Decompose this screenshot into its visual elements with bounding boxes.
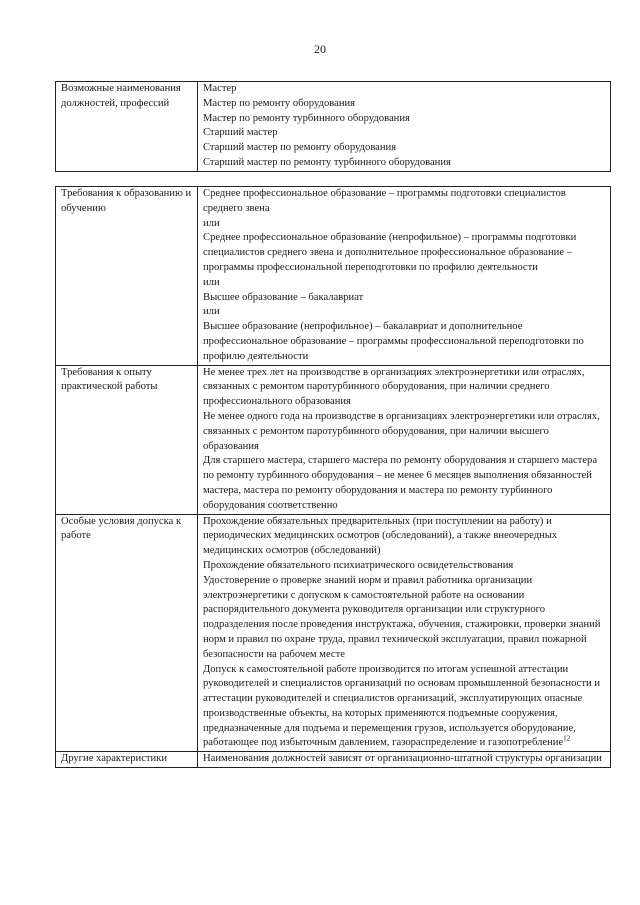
admission-line: Удостоверение о проверке знаний норм и правил работника организации электроэнергетики с допуском к самостоятельной работе на основании распорядительного документа руководителя организации или структурного подразделения после проведения инструктажа, обучения, стажировки, проверки знаний норм и правил по охране труда, правил технической эксплуатации, правил пожарной безопасности на рабочем месте: [203, 574, 601, 660]
positions-label: Возможные наименования должностей, профессий: [56, 82, 198, 172]
admission-content: [198, 514, 611, 752]
other-line: Наименования должностей зависят от организационно-штатной структуры организации: [203, 753, 602, 765]
table-row: [56, 514, 611, 752]
experience-line: Не менее трех лет на производстве в организациях электроэнергетики или отраслях, связанных с ремонтом паротурбинного оборудования, при наличии среднего профессионального образования: [203, 366, 585, 408]
education-line: или: [203, 306, 220, 318]
requirements-table: [55, 186, 611, 768]
positions-table: [55, 81, 611, 172]
experience-content: [198, 365, 611, 514]
admission-line: Прохождение обязательных предварительных (при поступлении на работу) и периодических медицинских осмотров (обследований), а также внеочередных медицинских осмотров (обследований): [203, 515, 558, 557]
education-label: Требования к образованию и обучению: [56, 187, 198, 366]
table-row: [56, 187, 611, 366]
table-row: [56, 82, 611, 172]
table-row: [56, 365, 611, 514]
education-line: Высшее образование – бакалавриат: [203, 291, 364, 303]
admission-line: Прохождение обязательного психиатрического освидетельствования: [203, 559, 514, 571]
position-item: Мастер: [203, 83, 237, 94]
admission-text: Допуск к самостоятельной работе производится по итогам успешной аттестации руководителей и специалистов организаций по основам промышленной безопасности и аттестации руководителей и специалистов организаций, эксплуатирующих опасные производственные объекты, на которых применяются подъемные сооружения, предназначенные для подъема и перемещения грузов, используется оборудование, работающее под избыточным давлением, газораспределение и газопотребление: [203, 663, 600, 749]
position-item: Старший мастер по ремонту турбинного оборудования: [203, 156, 451, 168]
position-item: Мастер по ремонту оборудования: [203, 97, 356, 109]
education-line: Среднее профессиональное образование – программы подготовки специалистов среднего звена: [203, 188, 566, 214]
positions-list: [198, 82, 611, 172]
experience-line: Не менее одного года на производстве в организациях электроэнергетики или отраслях, связанных с ремонтом паротурбинного оборудования, при наличии высшего образования: [203, 410, 600, 452]
position-item: Мастер по ремонту турбинного оборудования: [203, 112, 410, 124]
experience-label: Требования к опыту практической работы: [56, 365, 198, 514]
education-line: или: [203, 217, 220, 229]
education-content: [198, 187, 611, 366]
admission-line: [203, 663, 606, 752]
position-item: Старший мастер: [203, 127, 278, 139]
page-number: 20: [314, 42, 326, 56]
other-label: Другие характеристики: [56, 752, 198, 768]
education-line: Среднее профессиональное образование (непрофильное) – программы подготовки специалистов среднего звена и дополнительное профессиональное образование – программы профессиональной переподготовки по профилю деятельности: [203, 232, 577, 273]
education-line: Высшее образование (непрофильное) – бакалавриат и дополнительное профессиональное образование – программы профессиональной переподготовки по профилю деятельности: [203, 321, 584, 362]
other-content: [198, 752, 611, 768]
footnote-ref: 12: [563, 734, 571, 743]
experience-line: Для старшего мастера, старшего мастера по ремонту оборудования и старшего мастера по ремонту турбинного оборудования – не менее 6 месяцев выполнения обязанностей мастера, мастера по ремонту оборудования и мастера по ремонту турбинного оборудования соответственно: [203, 455, 598, 511]
admission-label: Особые условия допуска к работе: [56, 514, 198, 752]
education-line: или: [203, 276, 220, 288]
position-item: Старший мастер по ремонту оборудования: [203, 142, 397, 154]
table-row: [56, 752, 611, 768]
